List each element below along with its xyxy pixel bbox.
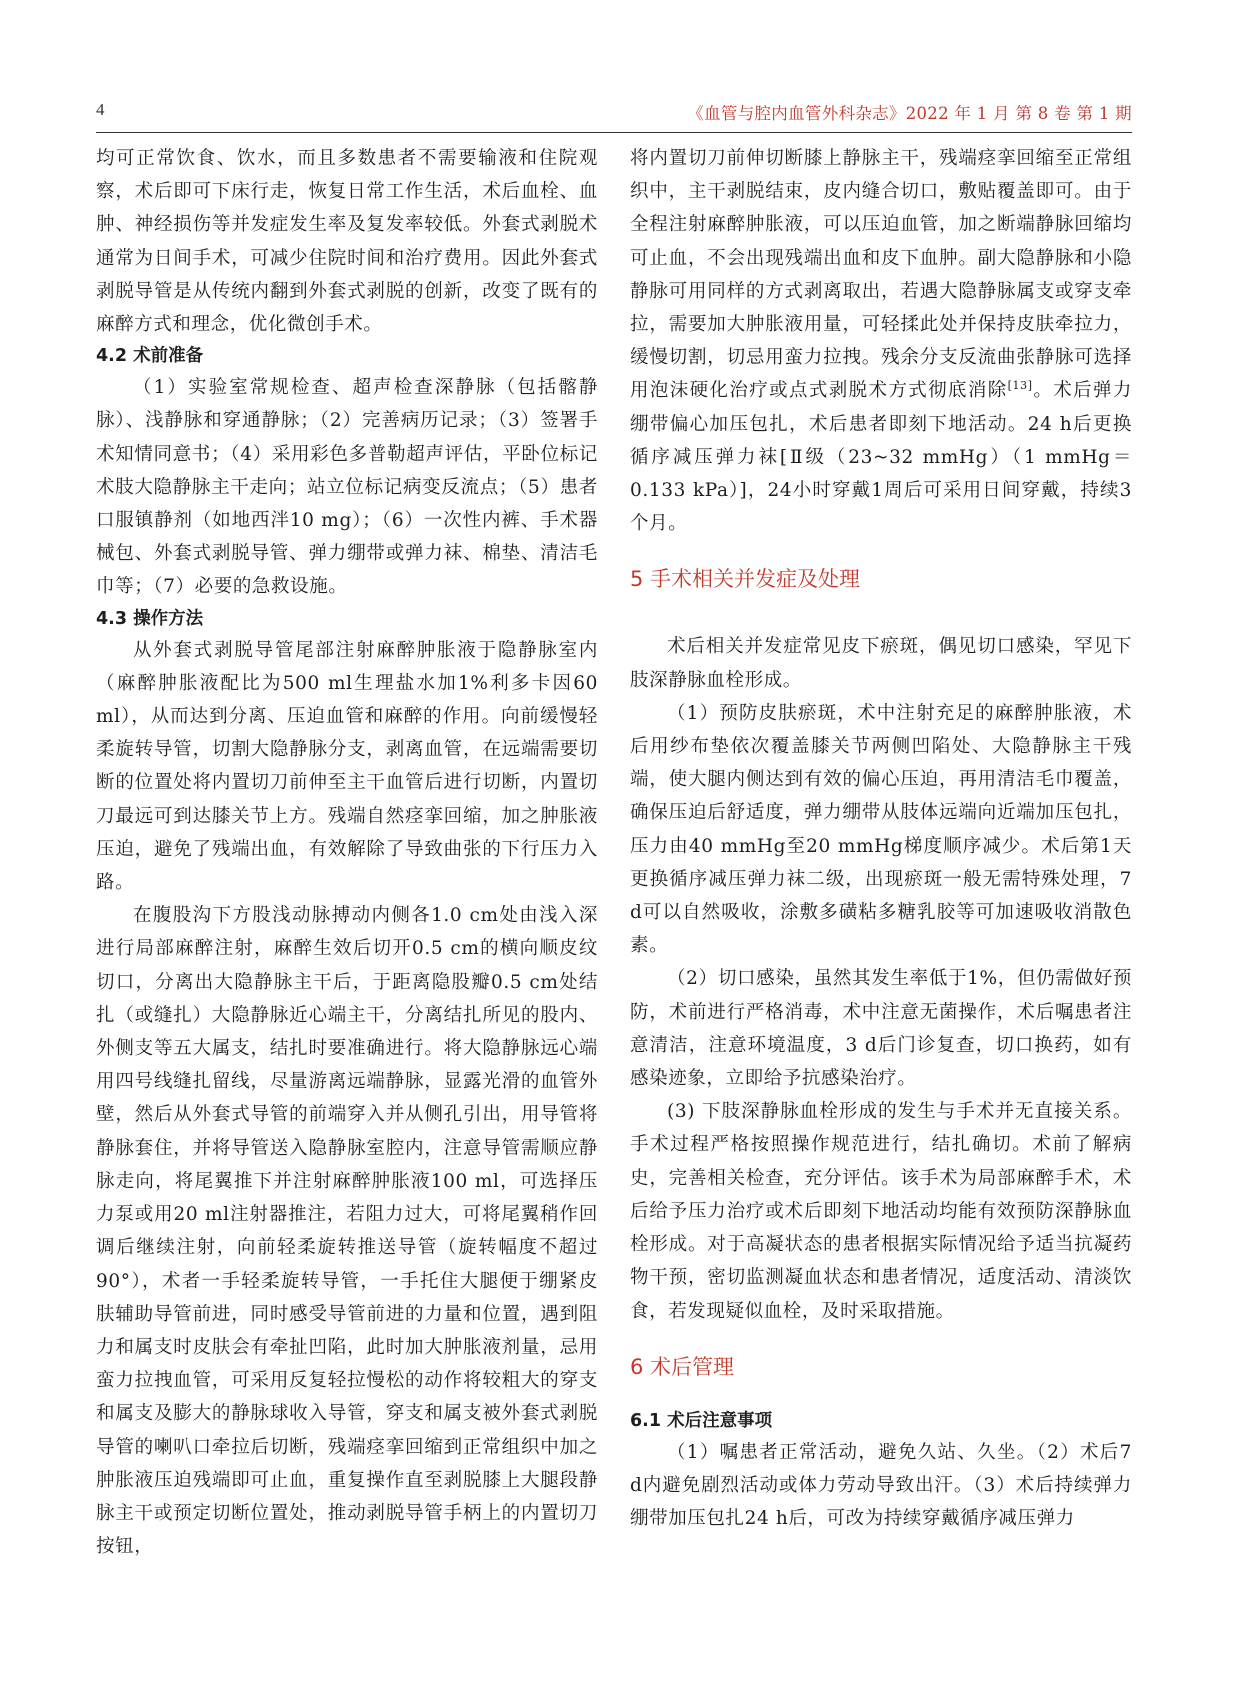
right-column — [630, 142, 1132, 1535]
paragraph: （1）预防皮肤瘀斑，术中注射充足的麻醉肿胀液，术后用纱布垫依次覆盖膝关节两侧凹陷处、大隐静脉主干残端，使大腿内侧达到有效的偏心压迫，再用清洁毛巾覆盖，确保压迫后舒适度，弹力绷带从肢体远端向近端加压包扎，压力由40 mmHg至20 mmHg梯度顺序减少。术后第1天更换循序减压弹力袜二级，出现瘀斑一般无需特殊处理，7 d可以自然吸收，涂敷多磺粘多糖乳胶等可加速吸收消散色素。 — [630, 702, 1132, 957]
section-heading-6: 6 术后管理 — [630, 1354, 735, 1379]
paragraph-text: 将内置切刀前伸切断膝上静脉主干，残端痉挛回缩至正常组织中，主干剥脱结束，皮内缝合切口，敷贴覆盖即可。由于全程注射麻醉肿胀液，可以压迫血管，加之断端静脉回缩均可止血，不会出现残端出血和皮下血肿。副大隐静脉和小隐静脉可用同样的方式剥离取出，若遇大隐静脉属支或穿支牵拉，需要加大肿胀液用量，可轻揉此处并保持皮肤牵拉力，缓慢切割，切忌用蛮力拉拽。残余分支反流曲张静脉可选择用泡沫硬化治疗或点式剥脱术方式彻底消除 — [630, 148, 1132, 402]
paragraph: 从外套式剥脱导管尾部注射麻醉肿胀液于隐静脉室内（麻醉肿胀液配比为500 ml生理盐水加1%利多卡因60 ml），从而达到分离、压迫血管和麻醉的作用。向前缓慢轻柔旋转导管，切割大隐静脉分支，剥离血管，在远端需要切断的位置处将内置切刀前伸至主干血管后进行切断，内置切刀最远可到达膝关节上方。残端自然痉挛回缩，加之肿胀液压迫，避免了残端出血，有效解除了导致曲张的下行压力入路。 — [96, 639, 598, 894]
paragraph: （1）实验室常规检查、超声检查深静脉（包括髂静脉）、浅静脉和穿通静脉；（2）完善病历记录；（3）签署手术知情同意书；（4）采用彩色多普勒超声评估，平卧位标记术肢大隐静脉主干走向；站立位标记病变反流点；（5）患者口服镇静剂（如地西泮10 mg）；（6）一次性内裤、手术器械包、外套式剥脱导管、弹力绷带或弹力袜、棉垫、清洁毛巾等；（7）必要的急救设施。 — [96, 377, 598, 598]
paragraph: 均可正常饮食、饮水，而且多数患者不需要输液和住院观察，术后即可下床行走，恢复日常工作生活，术后血栓、血肿、神经损伤等并发症发生率及复发率较低。外套式剥脱术通常为日间手术，可减少住院时间和治疗费用。因此外套式剥脱导管是从传统内翻到外套式剥脱的创新，改变了既有的麻醉方式和理念，优化微创手术。 — [96, 148, 598, 336]
paragraph — [630, 142, 1132, 540]
paragraph-text: 。术后弹力绷带偏心加压包扎，术后患者即刻下地活动。24 h后更换循序减压弹力袜[Ⅱ级（23~32 mmHg）（1 mmHg＝0.133 kPa）]，24小时穿戴1周后可采用日间穿戴，持续3个月。 — [630, 380, 1132, 535]
paragraph: 术后相关并发症常见皮下瘀斑，偶见切口感染，罕见下肢深静脉血栓形成。 — [630, 636, 1132, 691]
subsection-heading-6-1: 6.1 术后注意事项 — [630, 1410, 773, 1431]
section-heading-5: 5 手术相关并发症及处理 — [630, 567, 861, 592]
paragraph: 在腹股沟下方股浅动脉搏动内侧各1.0 cm处由浅入深进行局部麻醉注射，麻醉生效后切开0.5 cm的横向顺皮纹切口，分离出大隐静脉主干后，于距离隐股瓣0.5 cm处结扎（或缝扎）大隐静脉近心端主干，分离结扎所见的股内、外侧支等五大属支，结扎时要准确进行。将大隐静脉远心端用四号线缝扎留线，尽量游离远端静脉，显露光滑的血管外壁，然后从外套式导管的前端穿入并从侧孔引出，用导管将静脉套住，并将导管送入隐静脉室腔内，注意导管需顺应静脉走向，将尾翼推下并注射麻醉肿胀液100 ml，可选择压力泵或用20 ml注射器推注，若阻力过大，可将尾翼稍作回调后继续注射，向前轻柔旋转推送导管（旋转幅度不超过90°），术者一手轻柔旋转导管，一手托住大腿便于绷紧皮肤辅助导管前进，同时感受导管前进的力量和位置，遇到阻力和属支时皮肤会有牵扯凹陷，此时加大肿胀液剂量，忌用蛮力拉拽血管，可采用反复轻拉慢松的动作将较粗大的穿支和属支及膨大的静脉球收入导管，穿支和属支被外套式剥脱导管的喇叭口牵拉后切断，残端痉挛回缩到正常组织中加之肿胀液压迫残端即可止血，重复操作直至剥脱膝上大腿段静脉主干或预定切断位置处，推动剥脱导管手柄上的内置切刀按钮， — [96, 905, 598, 1558]
journal-citation: 《血管与腔内血管外科杂志》2022 年 1 月 第 8 卷 第 1 期 — [687, 104, 1132, 123]
paragraph: (3) 下肢深静脉血栓形成的发生与手术并无直接关系。手术过程严格按照操作规范进行，结扎确切。术前了解病史，完善相关检查，充分评估。该手术为局部麻醉手术，术后给予压力治疗或术后即刻下地活动均能有效预防深静脉血栓形成。对于高凝状态的患者根据实际情况给予适当抗凝药物干预，密切监测凝血状态和患者情况，适度活动、清淡饮食，若发现疑似血栓，及时采取措施。 — [630, 1101, 1132, 1322]
paragraph: （1）嘱患者正常活动，避免久站、久坐。（2）术后7 d内避免剧烈活动或体力劳动导致出汗。（3）术后持续弹力绷带加压包扎24 h后，可改为持续穿戴循序减压弹力 — [630, 1441, 1132, 1530]
page-header — [96, 96, 1132, 133]
subsection-heading-4-2: 4.2 术前准备 — [96, 346, 204, 367]
page-number: 4 — [96, 100, 105, 119]
left-column — [96, 142, 598, 1563]
paragraph: （2）切口感染，虽然其发生率低于1%，但仍需做好预防，术前进行严格消毒，术中注意无菌操作，术后嘱患者注意清洁，注意环境温度，3 d后门诊复查，切口换药，如有感染迹象，立即给予抗感染治疗。 — [630, 968, 1132, 1090]
subsection-heading-4-3: 4.3 操作方法 — [96, 608, 204, 629]
reference-marker: [13] — [1007, 379, 1033, 393]
